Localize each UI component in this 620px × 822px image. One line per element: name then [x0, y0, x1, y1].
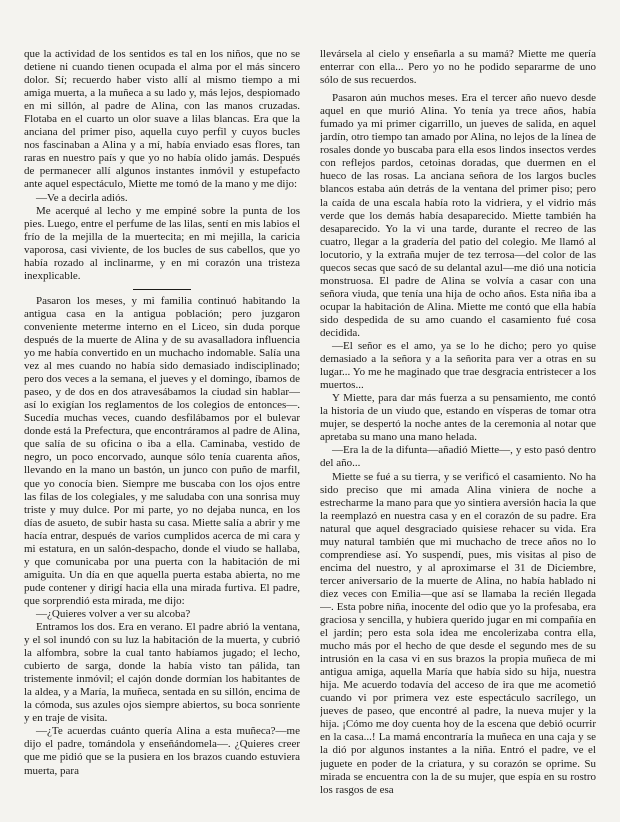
dialogue-line: —¿Quieres volver a ver su alcoba?	[36, 607, 191, 620]
paragraph: Pasaron aún muchos meses. Era el tercer año nuevo desde aquel en que murió Alina. Yo tenía ya trece años, había fumado ya mi primer cigarrillo, un jueves de salida, en aquel jardín, otro tiempo tan amado por Alina, no lejos de la línea de rosales donde yo buscaba para ella esos lindos insectos verdes con reflejos pardos, cetoinas doradas, que duermen en el hueco de las rosas. La anciana señora de los largos bucles blancos estaba aún detrás de la ventana del primer piso; pero la caída de una escala había roto la vidriera, y el vidrio más verde que los demás había desaparecido. Miette también ha desaparecido. Yo la vi una tarde, durante el recreo de las cuatro, llegar a la gradería del patio del colegio. Me llamó al locutorio, y la extraña mujer de tez terrosa—del color de las quecos secas que sacó de su delantal azul—me dió una noticia monstruosa. El padre de Alina se volvía a casar con una señora viuda, que tenía una hija de ocho años. Esta niña iba a ocupar la habitación de Alina. Miette me contó que ella había sido despedida de su amo cuando el casamiento fué cosa decidida.	[320, 92, 596, 339]
paragraph: Miette se fué a su tierra, y se verificó el casamiento. No ha sido preciso que mi amada Alina viniera de noche a estrecharme la mano para que yo sintiera aversión hacia la que la reemplazó en nuestra casa y en el corazón de su padre. Era natural que aquel desgraciado quisiese rehacer su vida. Era muy natural también que mi muchacho de trece años no lo comprendiese así. Yo suspendí, pues, mis visitas al piso de encima del nuestro, y al aproximarse el 31 de Diciembre, tercer aniversario de la muerte de Alina, no había hablado ni diez veces con Emilia—que así se llamaba la recién llegada—. Esta pobre niña, inocente del odio que yo la profesaba, era graciosa y sencilla, y hubiera querido jugar en mi compañía en el jardín; pero esta sola idea me encolerizaba contra ella, mucho más por el hecho de que desde el segundo mes de su intrusión en la casa vi en sus brazos la propia muñeca de mi antigua amiga, aquella María que había sido su hija, nuestra hija. Me acuerdo todavía del acceso de ira que me acometió cuando vi por primera vez este espectáculo sacrílego, un jueves de paseo, que encontré al padre, la nueva mujer y la hija. ¡Cómo me doy cuenta hoy de la escena que debió ocurrir en la casa...! La mamá encontraría la muñeca en una caja y se la dió por algunos instantes a la niña. Entró el padre, ve el juguete en poder de la criatura, y su corazón se oprime. Su mirada se encuentra con la de su mujer, que espía en su rostro los rasgos de esa	[320, 470, 596, 796]
dialogue-line: —¿Te acuerdas cuánto quería Alina a esta muñeca?—me dijo el padre, tomándola y enseñándomela—. ¿Quieres creer que me pidió que se la pusiera en los brazos cuando estuviera muerta, para	[24, 725, 300, 777]
dialogue-line: —Era la de la difunta—añadió Miette—, y esto pasó dentro del año...	[320, 444, 596, 470]
paragraph: Entramos los dos. Era en verano. El padre abrió la ventana, y el sol inundó con su luz la habitación de la muerta, y cubrió la alfombra, sobre la cual tanto habíamos jugado; el lecho, cubierto de sarga, donde la había visto tan pálida, tan tristemente inmóvil; el cajón donde dormían los habitantes de la aldea, y a María, la muñeca, sentada en su sillón, encima de la cómoda, sus azules ojos siempre abiertos, su boca sonriente y en traje de visita.	[24, 621, 300, 725]
paragraph: Pasaron los meses, y mi familia continuó habitando la antigua casa en la antigua población; pero juzgaron conveniente meterme interno en el Liceo, sin duda porque después de la muerte de Alina y de su avasalladora influencia yo me había convertido en un muchacho indomable. Salía una vez al mes cuando no había sido demasiado indisciplinado; pero dos veces a la semana, el jueves y el domingo, íbamos de paseo, y de dos en dos atravesábamos la ciudad sin hablar—así lo exigían los reglamentos de los colegios de entonces—. Sucedía muchas veces, cuando desfilábamos por el bulevar donde está la Prefectura, que encontráramos al padre de Alina, que salía de su oficina o iba a ella. Caminaba, vestido de negro, un poco encorvado, aunque sólo tenía cuarenta años, llevando en la mano un bastón, un junco con puño de marfil, que yo conocía bien. Siempre me buscaba con los ojos entre las filas de los colegiales, y me saludaba con una sonrisa muy triste y muy dulce. Por mi parte, yo no dejaba nunca, en los días de asueto, de subir hasta su casa. Miette salía a abrir y me hacía entrar, después de varios cumplidos acerca de mi cara y mi estatura, en un salón-despacho, donde el viudo se hallaba, y que comunicaba por una puerta con la habitación de mi amiguita. Un día en que aquella puerta estaba abierta, no me pude contener y dirigí hacia ella una mirada furtiva. El padre, que sorprendió esta mirada, me dijo:	[24, 294, 300, 607]
paragraph: llevársela al cielo y enseñarla a su mamá? Miette me quería enterrar con ella... Pero yo no he podido separarme de uno sólo de sus recuerdos.	[320, 48, 596, 87]
section-separator	[133, 289, 191, 290]
paragraph: Y Miette, para dar más fuerza a su pensamiento, me contó la historia de un viudo que, estando en vísperas de tomar otra mujer, se despertó la noche antes de la ceremonia al notar que apretaba su mano una mano helada.	[320, 392, 596, 444]
paragraph: Me acerqué al lecho y me empiné sobre la punta de los pies. Luego, entre el perfume de las lilas, sentí en mis labios el frío de la mejilla de la muertecita; en mi mejilla, la caricia vaporosa, casi viviente, de los bucles de sus cabellos, que yo había rozado al inclinarme, y en mi corazón una tristeza inexplicable.	[24, 204, 300, 282]
two-column-body	[24, 48, 596, 812]
dialogue-line: —Ve a decirla adiós.	[36, 191, 128, 204]
paragraph: que la actividad de los sentidos es tal en los niños, que no se detiene ni cuando tienen ocupada el alma por el más sincero dolor. Sí; recuerdo haber visto allí al mismo tiempo a mi amiga muerta, a la muñeca a su lado y, más lejos, despiomado en mi sillón, al padre de Alina, con las manos cruzadas. Flotaba en el cuarto un olor suave a lilas blancas. Era que la anciana del primer piso, aquella cuyo perfil y cuyos bucles nos fascinaban a Alina y a mí, había enviado esas flores, tan raras en nuestro país y que yo no había olido jamás. Después de permanecer allí algunos instantes inmóvil y estupefacto ante aquel espectáculo, Miette me tomó de la mano y me dijo:	[24, 48, 300, 191]
right-column	[320, 48, 596, 812]
dialogue-line: —El señor es el amo, ya se lo he dicho; pero yo quise demasiado a la señora y a la señorita para ver a otras en su lugar... Yo me he maginado que trae desgracia entristecer a los muertos...	[320, 340, 596, 392]
left-column	[24, 48, 300, 812]
